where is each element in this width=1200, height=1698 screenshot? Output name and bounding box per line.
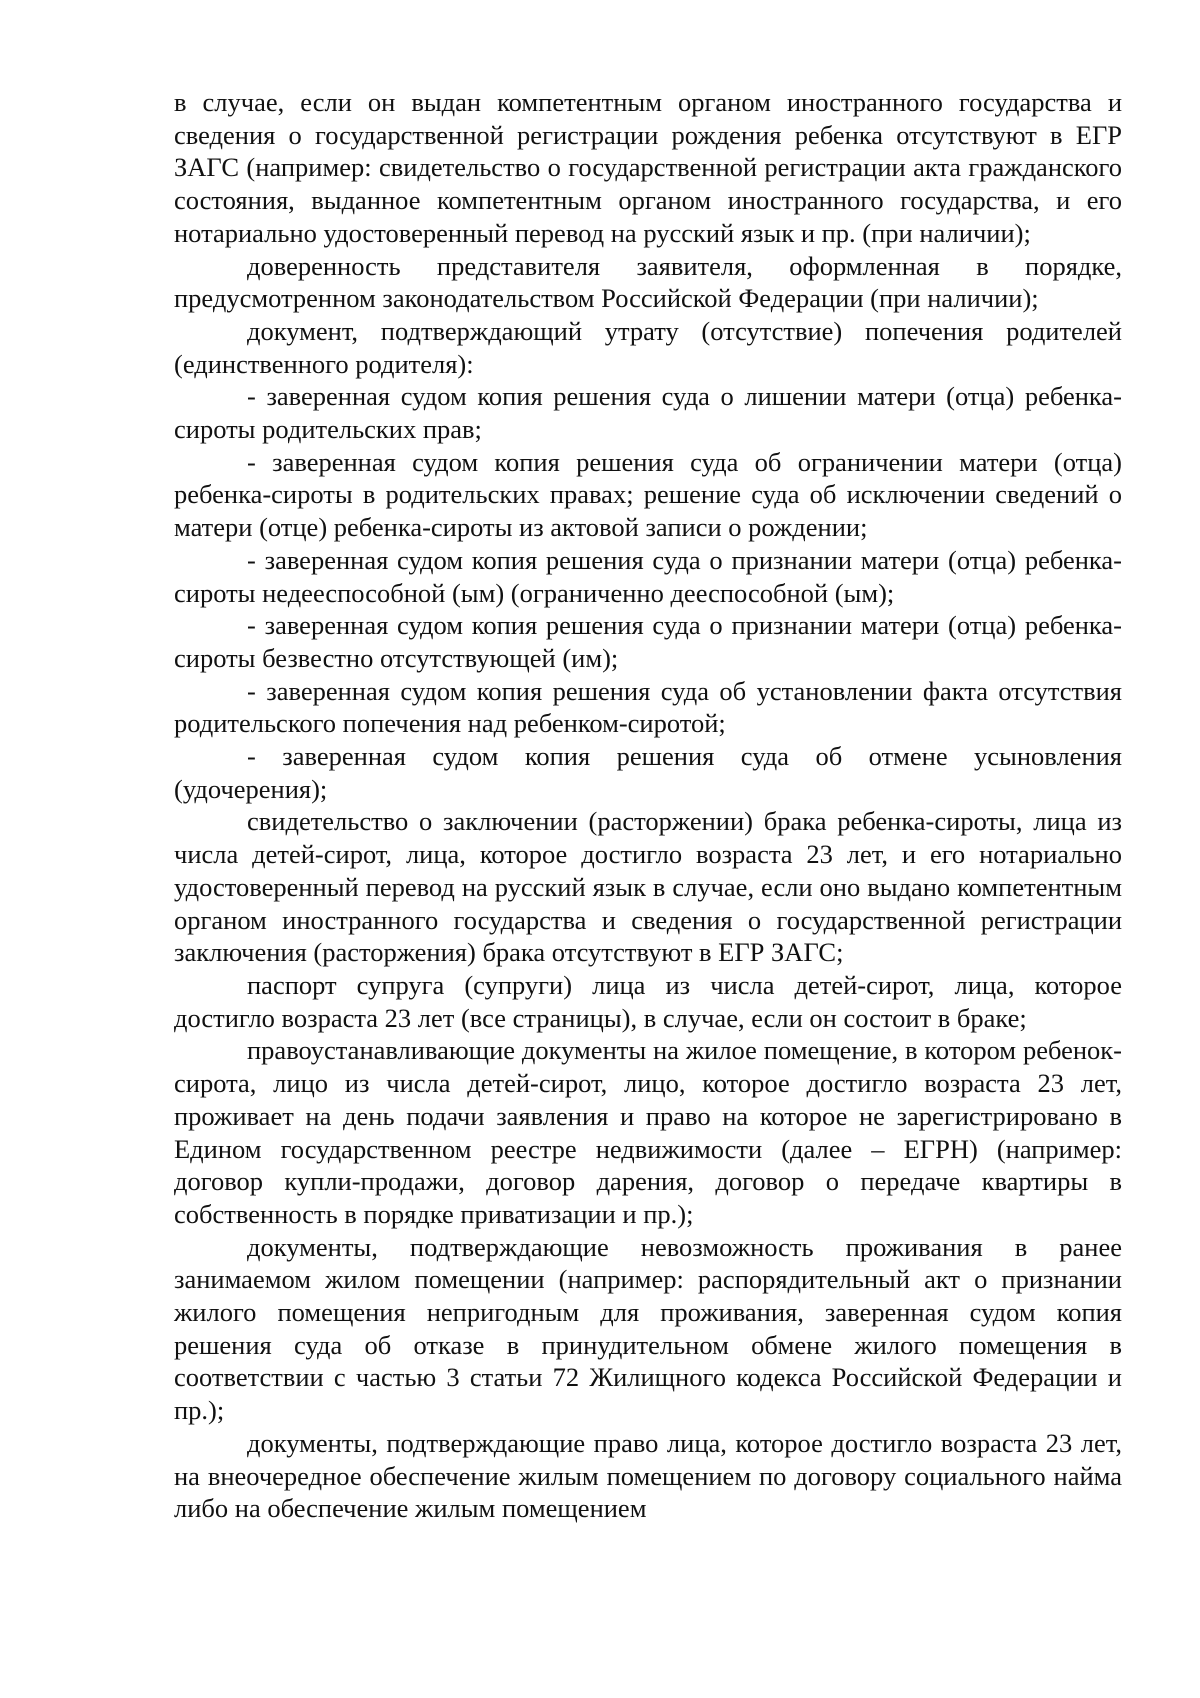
- document-page: [174, 86, 1122, 1525]
- paragraph-item-adoption: - заверенная судом копия решения суда об отмене усыновления (удочерения);: [174, 741, 1122, 804]
- paragraph-power-of-attorney: доверенность представителя заявителя, оформленная в порядке, предусмотренном законодательством Российской Федерации (при наличии);: [174, 250, 1122, 314]
- paragraph-item-no-care: - заверенная судом копия решения суда об установлении факта отсутствия родительского попечения над ребенком-сиротой;: [174, 675, 1122, 739]
- paragraph-continued: в случае, если он выдан компетентным органом иностранного государства и сведения о государственной регистрации рождения ребенка отсутствуют в ЕГР ЗАГС (например: свидетельство о государственной регистрации акта гражданского состояния, выданное компетентным органом иностранного государства, и его нотариально удостоверенный перевод на русский язык и пр. (при наличии);: [174, 87, 1122, 248]
- paragraph-spouse-passport: паспорт супруга (супруги) лица из числа детей-сирот, лица, которое достигло возраста 23 лет (все страницы), в случае, если он состоит в браке;: [174, 969, 1122, 1033]
- paragraph-item-deprivation: - заверенная судом копия решения суда о лишении матери (отца) ребенка-сироты родительских прав;: [174, 381, 1122, 445]
- paragraph-item-missing: - заверенная судом копия решения суда о признании матери (отца) ребенка-сироты безвестно отсутствующей (им);: [174, 610, 1122, 673]
- paragraph-priority-right: документы, подтверждающие право лица, которое достигло возраста 23 лет, на внеочередное обеспечение жилым помещением по договору социального найма либо на обеспечение жилым помещением: [174, 1427, 1122, 1524]
- paragraph-title-documents: правоустанавливающие документы на жилое помещение, в котором ребенок-сирота, лицо из числа детей-сирот, лицо, которое достигло возраста 23 лет, проживает на день подачи заявления и право на которое не зарегистрировано в Едином государственном реестре недвижимости (далее – ЕГРН) (например: договор купли-продажи, договор дарения, договор о передаче квартиры в собственность в порядке приватизации и пр.);: [174, 1035, 1122, 1229]
- paragraph-loss-of-care: документ, подтверждающий утрату (отсутствие) попечения родителей (единственного родителя):: [174, 315, 1122, 379]
- paragraph-impossibility: документы, подтверждающие невозможность проживания в ранее занимаемом жилом помещении (например: распорядительный акт о признании жилого помещения непригодным для проживания, заверенная судом копия решения суда об отказе в принудительном обмене жилого помещения в соответствии с частью 3 статьи 72 Жилищного кодекса Российской Федерации и пр.);: [174, 1231, 1122, 1426]
- paragraph-marriage-certificate: свидетельство о заключении (расторжении) брака ребенка-сироты, лица из числа детей-сирот, лица, которое достигло возраста 23 лет, и его нотариально удостоверенный перевод на русский язык в случае, если оно выдано компетентным органом иностранного государства и сведения о государственной регистрации заключения (расторжения) брака отсутствуют в ЕГР ЗАГС;: [174, 806, 1122, 968]
- paragraph-item-restriction: - заверенная судом копия решения суда об ограничении матери (отца) ребенка-сироты в родительских правах; решение суда об исключении сведений о матери (отце) ребенка-сироты из актовой записи о рождении;: [174, 446, 1122, 543]
- paragraph-item-incapacity: - заверенная судом копия решения суда о признании матери (отца) ребенка-сироты недееспособной (ым) (ограниченно дееспособной (ым);: [174, 544, 1122, 608]
